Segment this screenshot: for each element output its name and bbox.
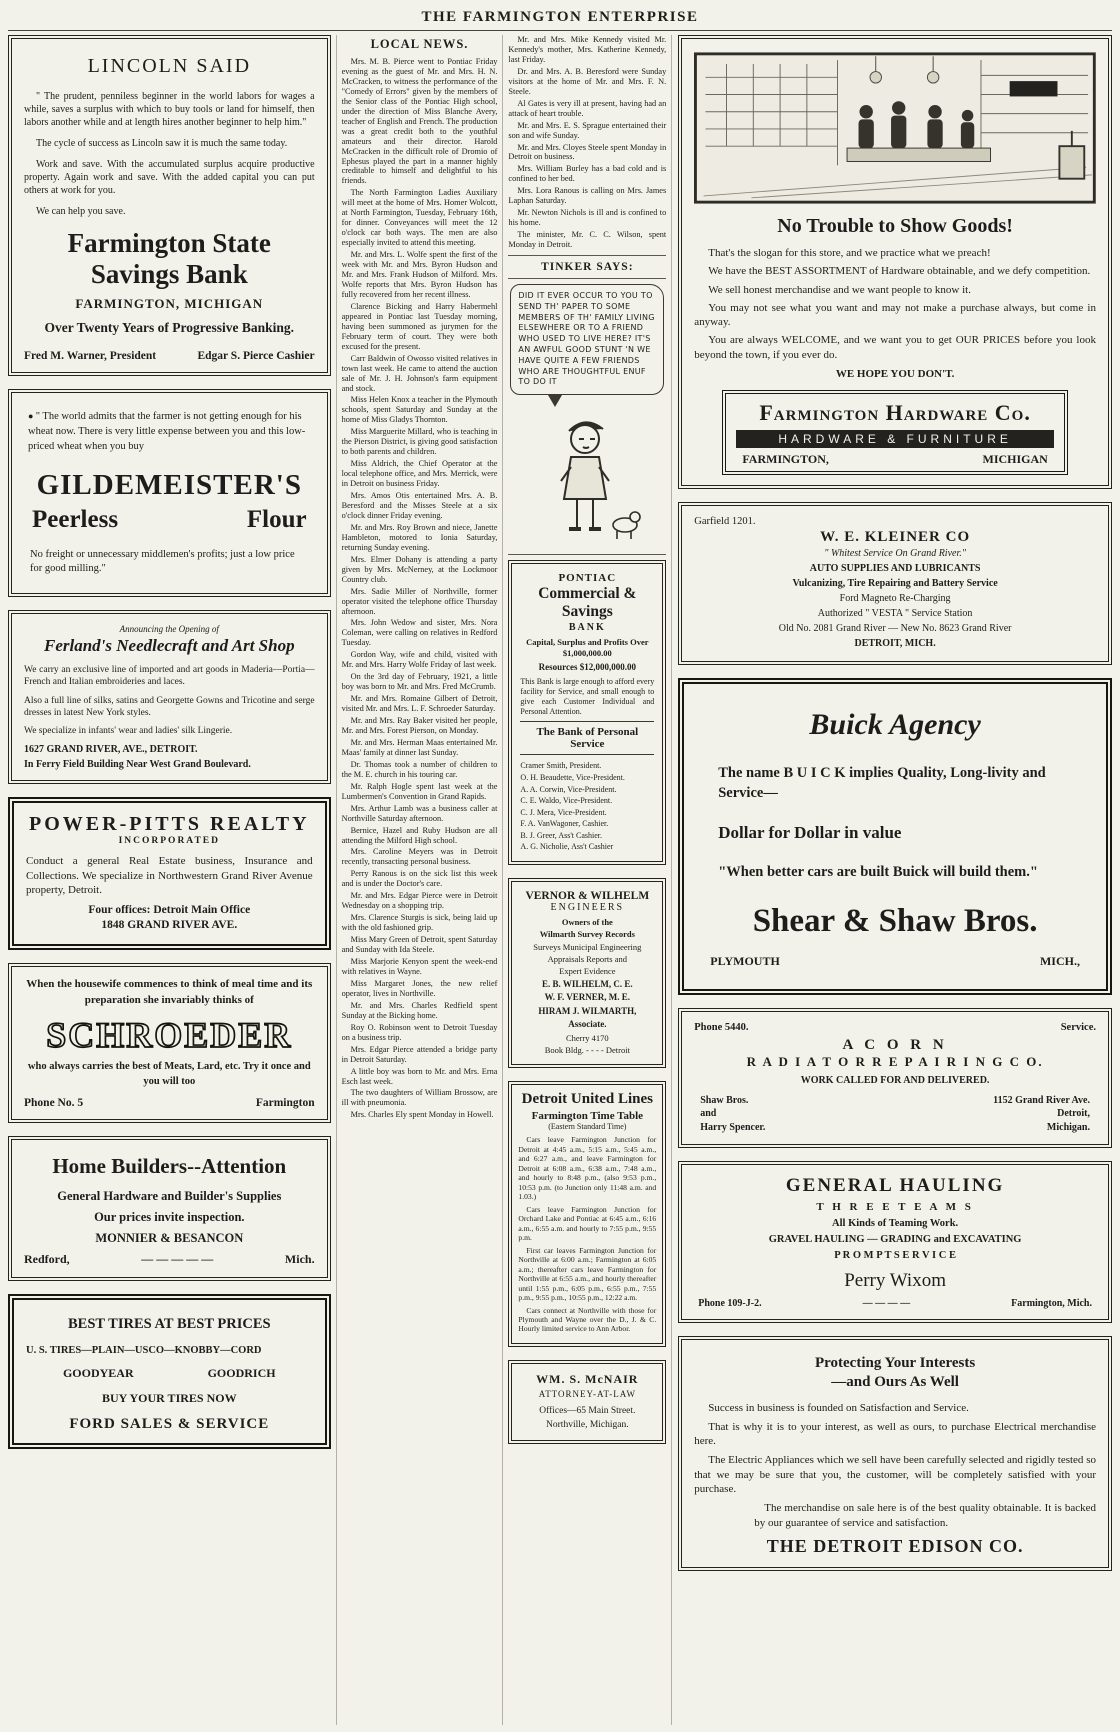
- news-paragraph: Mrs. Clarence Sturgis is sick, being laid up with the old fashioned grip.: [341, 913, 498, 933]
- news-paragraph: Gordon Way, wife and child, visited with Mr. and Mrs. Harry Wolfe Friday of last week.: [341, 650, 498, 670]
- hardware-p1: That's the slogan for this store, and we practice what we preach!: [708, 247, 991, 259]
- news-paragraph: Mr. and Mrs. Romaine Gilbert of Detroit, visited Mr. and Mrs. L. F. Schroeder Saturday.: [341, 694, 498, 714]
- bank-officer: B. J. Greer, Ass't Cashier.: [520, 830, 602, 840]
- ad-mcnair-attorney: [508, 1360, 666, 1445]
- hardware-headline: No Trouble to Show Goods!: [777, 215, 1013, 237]
- bank-officer: F. A. VanWagoner, Cashier.: [520, 819, 609, 829]
- schroeder-footer-row: [24, 1097, 315, 1109]
- local-news-heading: LOCAL NEWS.: [370, 37, 469, 51]
- ad-acorn-radiator: [678, 1008, 1112, 1149]
- hardware-hope-line: WE HOPE YOU DON'T.: [835, 368, 955, 381]
- hardware-p5: You are always WELCOME, and we want you to get OUR PRICES before you look beyond the town, if you ever do.: [694, 334, 1096, 361]
- news-paragraph: Mrs. Charles Ely spent Monday in Howell.: [350, 1110, 494, 1120]
- ferland-address-2: In Ferry Field Building Near West Grand Boulevard.: [24, 758, 251, 770]
- news-paragraph: A little boy was born to Mr. and Mrs. Erna Esch last week.: [341, 1066, 498, 1086]
- ad-detroit-edison: [678, 1336, 1112, 1571]
- dul-standard-time: (Eastern Standard Time): [548, 1122, 627, 1132]
- flour-footer: No freight or unnecessary middlemen's profits; just a low price for good milling.": [30, 548, 295, 575]
- news-paragraph: Al Gates is very ill at present, having had an attack of heart trouble.: [508, 98, 667, 118]
- ad-gildemeisters-flour: [8, 389, 331, 597]
- column-right-ads: [671, 35, 1112, 1725]
- hauling-line2: GRAVEL HAULING — GRADING and EXCAVATING: [768, 1234, 1022, 1246]
- kleiner-supplies: AUTO SUPPLIES AND LUBRICANTS: [809, 563, 981, 575]
- vernor-people: [518, 978, 656, 1032]
- news-paragraph: Bernice, Hazel and Ruby Hudson are all attending the Milford High school.: [341, 825, 498, 845]
- ad-ford-sales-service: [8, 1294, 331, 1449]
- store-interior-illustration: [694, 49, 1096, 207]
- power-pitts-address: 1848 GRAND RIVER AVE.: [101, 919, 238, 932]
- news-paragraph: Mr. and Mrs. Edgar Pierce were in Detroit Wednesday on a shopping trip.: [341, 891, 498, 911]
- schroeder-city: Farmington: [255, 1097, 315, 1110]
- acorn-owners: [700, 1094, 765, 1135]
- edison-p4: The merchandise on sale here is of the best quality obtainable. It is backed by our guarantee of service and satisfaction.: [754, 1502, 1096, 1529]
- news-paragraph: Miss Mary Green of Detroit, spent Saturday and Sunday with Ida Steele.: [341, 935, 498, 955]
- pontiac-city: PONTIAC: [558, 572, 617, 585]
- acorn-name-2: R A D I A T O R R E P A I R I N G C O.: [746, 1053, 1044, 1069]
- buick-p1: The name B U I C K implies Quality, Long-livity and Service—: [718, 765, 1046, 801]
- kleiner-address: Old No. 2081 Grand River — New No. 8623 Grand River: [778, 623, 1012, 635]
- columns: [8, 35, 1112, 1725]
- news-paragraph: Mr. and Mrs. Ray Baker visited her people, Mr. and Mrs. Forest Pierson, on Monday.: [341, 716, 498, 735]
- vernor-engineers: ENGINEERS: [550, 902, 625, 914]
- pontiac-resources: Resources $12,000,000.00: [538, 662, 636, 673]
- news-paragraph: The two daughters of William Brossow, are ill with pneumonia.: [341, 1088, 498, 1108]
- news-paragraph: Mrs. Sadie Miller of Northville, former operator visited the telephone office Thursday afternoon.: [341, 586, 498, 616]
- home-builders-heading: Home Builders--Attention: [52, 1154, 287, 1179]
- bank-location: FARMINGTON, MICHIGAN: [75, 296, 264, 311]
- engineer-name: W. F. VERNER, M. E.: [544, 992, 631, 1003]
- kleiner-tagline: " Whitest Service On Grand River.": [824, 548, 966, 560]
- news-paragraph: Mr. and Mrs. Charles Redfield spent Sunday at the Bicking home.: [341, 1000, 498, 1020]
- home-builders-dashes: — — — — —: [141, 1252, 214, 1267]
- farmington-hardware-logo: [722, 390, 1068, 475]
- schroeder-intro: When the housewife commences to think of meal time and its preparation she invariably thinks of: [26, 978, 313, 1006]
- kleiner-phone: Garfield 1201.: [694, 516, 756, 528]
- dul-timetable: Farmington Time Table: [531, 1110, 644, 1123]
- news-paragraph: Mr. and Mrs. E. S. Sprague entertained their son and wife Sunday.: [508, 120, 667, 140]
- news-paragraph: Dr. Thomas took a number of children to the M. E. church in his touring car.: [341, 759, 498, 779]
- hardware-p3: We sell honest merchandise and we want people to know it.: [708, 283, 971, 296]
- acorn-street: 1152 Grand River Ave.: [993, 1094, 1090, 1106]
- news-paragraph: The minister, Mr. C. C. Wilson, spent Monday in Detroit.: [508, 230, 667, 250]
- hauling-heading: GENERAL HAULING: [785, 1175, 1005, 1197]
- hardware-city: FARMINGTON,: [742, 452, 829, 467]
- column-local-news: [336, 35, 503, 1725]
- hardware-p4: You may not see what you want and may not make a purchase always, but come in anyway.: [694, 301, 1096, 329]
- bank-officers-row: [24, 350, 315, 362]
- shear-shaw-name: Shear & Shaw Bros.: [752, 902, 1038, 939]
- news-paragraph: Mr. and Mrs. Cloyes Steele spent Monday in Detroit on business.: [508, 142, 667, 162]
- ferland-announce: Announcing the Opening of: [119, 624, 219, 635]
- news-paragraph: Miss Aldrich, the Chief Operator at the local telephone office, and Mrs. Merrick, were in Detroit on business Friday.: [341, 459, 498, 489]
- bank-officer: C. J. Mera, Vice-President.: [520, 807, 607, 817]
- tires-heading: BEST TIRES AT BEST PRICES: [68, 1316, 271, 1333]
- hardware-furniture-banner: HARDWARE & FURNITURE: [736, 430, 1054, 448]
- dul-name: Detroit United Lines: [521, 1091, 654, 1108]
- flour-brand-name: GILDEMEISTER'S: [36, 468, 302, 501]
- ad-farmington-hardware: [678, 35, 1112, 489]
- hardware-p2: We have the BEST ASSORTMENT of Hardware obtainable, and we defy competition.: [708, 265, 1091, 278]
- ferland-p2: Also a full line of silks, satins and Georgette Gowns and Tricotine and serge dresses in latest New York styles.: [24, 695, 315, 719]
- acorn-name: A C O R N: [842, 1036, 948, 1053]
- lincoln-said-heading: LINCOLN SAID: [87, 55, 252, 77]
- news-paragraph: Roy O. Robinson went to Detroit Tuesday on a business trip.: [341, 1022, 498, 1042]
- power-pitts-name: POWER-PITTS REALTY: [29, 812, 310, 835]
- pontiac-body: This Bank is large enough to afford every facility for Service, and small enough to give each Customer Individual and Personal Attention.: [520, 677, 655, 717]
- ad-power-pitts-realty: [8, 797, 331, 951]
- kleiner-city: DETROIT, MICH.: [854, 638, 936, 650]
- edison-heading-line1: Protecting Your Interests: [814, 1354, 976, 1371]
- hauling-dashes: — — — —: [862, 1297, 911, 1309]
- ford-sales-name: FORD SALES & SERVICE: [69, 1416, 270, 1433]
- home-builders-firm: MONNIER & BESANCON: [95, 1231, 244, 1246]
- kleiner-name: W. E. KLEINER CO: [820, 529, 971, 546]
- ferland-address-1: 1627 GRAND RIVER, AVE., DETROIT.: [24, 743, 198, 755]
- news-paragraph: Mr. Newton Nichols is ill and is confined to his home.: [508, 208, 667, 228]
- ferland-p3: We specialize in infants' wear and ladies' silk Lingerie.: [24, 726, 233, 737]
- divider: [508, 255, 666, 256]
- bank-officer: A. G. Nicholie, Ass't Cashier: [520, 842, 614, 852]
- power-pitts-offices: Four offices: Detroit Main Office: [88, 904, 251, 917]
- detroit-edison-name: THE DETROIT EDISON CO.: [766, 1535, 1024, 1556]
- hauling-footer: [694, 1298, 1096, 1309]
- news-paragraph: Miss Marjorie Kenyon spent the week-end with relatives in Wayne.: [341, 957, 498, 976]
- bank-officer: C. E. Waldo, Vice-President.: [520, 796, 613, 806]
- news-paragraph: Mrs. Lora Ranous is calling on Mrs. James Laphan Saturday.: [508, 186, 667, 206]
- pontiac-bank-name: Commercial & Savings: [538, 585, 637, 621]
- local-news-body: [342, 57, 498, 1120]
- tires-goodrich: GOODRICH: [207, 1366, 276, 1381]
- lincoln-p2: Work and save. With the accumulated surplus acquire productive property. Again work and save. With the added capital you can put others at work for you.: [24, 159, 315, 196]
- engineer-name: Associate.: [568, 1019, 607, 1030]
- pontiac-tagline: The Bank of Personal Service: [520, 721, 654, 755]
- news-paragraph: Miss Helen Knox a teacher in the Plymouth schools, spent Saturday and Sunday at the home of Miss Gladys Thornton.: [341, 395, 498, 425]
- schedule-paragraph: Cars leave Farmington Junction for Detroit at 4:45 a.m., 5:15 a.m., 5:45 a.m., and 6:27 a.m., and leave Farmington for Detroit at 6:08 a.m., 6:38 a.m., 7:48 a.m., and hourly to 8:48 p.m., (also 9:53 p.m., 10:53 p.m. (to Junction only 11:48 a.m. and 1.03.): [518, 1135, 657, 1202]
- buick-footer-row: [700, 954, 1090, 975]
- vernor-owners-2: Wilmarth Survey Records: [539, 929, 635, 940]
- news-continued: [508, 35, 666, 250]
- vernor-name: VERNOR & WILHELM: [525, 890, 650, 903]
- hauling-three-teams: T H R E E T E A M S: [816, 1201, 974, 1214]
- news-paragraph: Miss Margaret Jones, the new relief operator, lives in Northville.: [341, 978, 498, 998]
- buick-agency-heading: Buick Agency: [809, 708, 981, 742]
- schroeder-body: who always carries the best of Meats, Lard, etc. Try it once and you will too: [27, 1061, 311, 1087]
- mcnair-address-2: Northville, Michigan.: [546, 1420, 629, 1431]
- pontiac-officers: [520, 760, 654, 853]
- flour-quote: ● " The world admits that the farmer is not getting enough for his wheat now. There is very little expense between you and this low-priced wheat when you buy: [28, 409, 311, 455]
- news-paragraph: Mr. and Mrs. Roy Brown and niece, Janette Hambleton, motored to Ionia Saturday, returning Sunday evening.: [341, 522, 498, 552]
- ad-kleiner-co: [678, 502, 1112, 665]
- tires-brand-row: [26, 1366, 313, 1381]
- bank-officer: Cramer Smith, President.: [520, 761, 602, 771]
- news-paragraph: Mrs. William Burley has a bad cold and is confined to her bed.: [508, 164, 667, 184]
- schroeder-phone: Phone No. 5: [24, 1097, 84, 1110]
- ad-schroeder-meats: [8, 963, 331, 1123]
- bank-cashier: Edgar S. Pierce Cashier: [197, 350, 315, 362]
- pontiac-bank-word: BANK: [568, 622, 606, 634]
- acorn-state: Michigan.: [1046, 1121, 1090, 1133]
- tinker-speech-balloon: DID IT EVER OCCUR TO YOU TO SEND TH' PAPER TO SOME MEMBERS OF TH' FAMILY LIVING ELSEWHERE OR TO A FRIEND WHO USED TO LIVE HERE? IT'S AN AWFUL GOOD STUNT 'N WE HAVE QUITE A FEW FRIENDS WHO ARE THOUGHTFUL ENUF TO DO IT: [510, 284, 664, 395]
- home-builders-state: Mich.: [284, 1252, 315, 1267]
- ad-monnier-besancon: [8, 1136, 331, 1281]
- ferland-p1: We carry an exclusive line of imported and art goods in Maderia—Portia—French and Italian embroideries and laces.: [24, 665, 315, 688]
- schedule-paragraph: Cars leave Farmington Junction for Orchard Lake and Pontiac at 6:45 a.m., 6:16 a.m., 6:55 a.m. and hourly to 7:55 p.m., 9:55 p.m.: [518, 1204, 657, 1243]
- home-builders-city: Redford,: [24, 1252, 70, 1267]
- buick-state: MICH.,: [1039, 953, 1080, 968]
- vernor-address: Book Bldg. - - - - Detroit: [544, 1044, 630, 1055]
- hauling-phone: Phone 109-J-2.: [698, 1297, 762, 1309]
- home-builders-footer: [24, 1252, 315, 1267]
- bank-officer: O. H. Beaudette, Vice-President.: [520, 772, 625, 782]
- mcnair-name: WM. S. McNAIR: [536, 1371, 639, 1386]
- bank-officer: A. A. Corwin, Vice-President.: [520, 784, 617, 794]
- mcnair-title: ATTORNEY-AT-LAW: [538, 1388, 636, 1399]
- tinker-boy-cartoon: [527, 409, 647, 549]
- column-center-right: [502, 35, 671, 1725]
- edison-heading: [694, 1354, 1096, 1393]
- hauling-line3: P R O M P T S E R V I C E: [834, 1249, 956, 1261]
- ad-pontiac-commercial-savings-bank: [508, 560, 666, 865]
- bank-tagline: Over Twenty Years of Progressive Banking.: [44, 320, 295, 335]
- divider: [508, 278, 666, 279]
- kleiner-vesta: Authorized " VESTA " Service Station: [817, 608, 973, 620]
- tires-brands-line: U. S. TIRES—PLAIN—USCO—KNOBBY—CORD: [26, 1345, 262, 1357]
- bank-name: Farmington State Savings Bank: [67, 228, 271, 289]
- news-paragraph: Perry Ranous is on the sick list this week and is under the Doctor's care.: [341, 869, 498, 889]
- ferland-shop-name: Ferland's Needlecraft and Art Shop: [43, 636, 295, 656]
- speech-balloon-tail: [548, 395, 562, 407]
- column-left-ads: [8, 35, 336, 1725]
- news-paragraph: Carr Baldwin of Owosso visited relatives in town last week. He came to attend the auction sale of Mr. J. H. Johnson's farm equipment and stock.: [341, 353, 498, 393]
- lincoln-quote: " The prudent, penniless beginner in the world labors for wages a while, saves a surplus with which to buy tools or land for himself, then labors another while and at length hires another beginner to help him.": [24, 91, 315, 128]
- edison-p1: Success in business is founded on Satisfaction and Service.: [708, 1401, 969, 1414]
- power-pitts-body: Conduct a general Real Estate business, Insurance and Collections. We specialize in Northwestern Grand River Avenue property, Detroit.: [26, 854, 313, 897]
- hardware-co-name: Farmington Hardware Co.: [759, 400, 1031, 426]
- tires-buy-now: BUY YOUR TIRES NOW: [102, 1391, 237, 1406]
- masthead: THE FARMINGTON ENTERPRISE: [8, 6, 1112, 31]
- ad-detroit-united-lines: [508, 1081, 666, 1347]
- ad-perry-wixom-hauling: [678, 1161, 1112, 1322]
- vernor-services-3: Expert Evidence: [559, 966, 616, 977]
- acorn-work-line: WORK CALLED FOR AND DELIVERED.: [800, 1074, 990, 1086]
- acorn-address: [993, 1094, 1090, 1135]
- engineer-name: E. B. WILHELM, C. E.: [542, 978, 633, 989]
- flour-word-flour: Flour: [246, 505, 307, 533]
- edison-p3: The Electric Appliances which we sell have been carefully selected and rigidly tested so that we may be sure that you, the customer, will be completely satisfied with your purchase.: [694, 1454, 1096, 1495]
- vernor-owners-1: Owners of the: [561, 917, 613, 928]
- ad-ferlands-needlecraft: [8, 610, 331, 784]
- acorn-top-row: [694, 1022, 1096, 1033]
- dul-schedule: [518, 1135, 656, 1334]
- ad-farmington-state-savings-bank: [8, 35, 331, 376]
- lincoln-p1: The cycle of success as Lincoln saw it is much the same today.: [36, 138, 288, 149]
- news-paragraph: Mrs. Caroline Meyers was in Detroit recently, transacting personal business.: [341, 847, 498, 867]
- home-builders-line2: Our prices invite inspection.: [94, 1210, 245, 1225]
- news-paragraph: Mrs. Elmer Dohany is attending a party given by Mrs. McNerney, at the Lockmoor Country club.: [341, 554, 498, 584]
- news-paragraph: Mr. and Mrs. Mike Kennedy visited Mr. Kennedy's mother, Mrs. Katherine Kennedy, last Friday.: [508, 35, 667, 64]
- bank-president: Fred M. Warner, President: [24, 350, 157, 362]
- hauling-line1: All Kinds of Teaming Work.: [832, 1218, 959, 1230]
- acorn-phone: Phone 5440.: [694, 1021, 749, 1033]
- pontiac-capital: Capital, Surplus and Profits Over $1,000,000.00: [526, 637, 649, 659]
- vernor-services-1: Surveys Municipal Engineering: [533, 941, 642, 952]
- edison-p2: That is why it is to your interest, as well as ours, to purchase Electrical merchandise here.: [694, 1420, 1096, 1448]
- flour-product-line: [24, 506, 315, 534]
- news-paragraph: Mrs. Arthur Lamb was a business caller at Northville Saturday afternoon.: [341, 803, 498, 823]
- vernor-services-2: Appraisals Reports and: [547, 954, 627, 965]
- news-paragraph: Clarence Bicking and Harry Habermehl appeared in Pontiac last Tuesday morning, having been summoned as jurymen for the February term of court. They were both excused for the present.: [341, 301, 498, 351]
- kleiner-services: Vulcanizing, Tire Repairing and Battery Service: [792, 578, 998, 590]
- vernor-phone: Cherry 4170: [565, 1032, 609, 1043]
- power-pitts-incorporated: INCORPORATED: [118, 835, 220, 846]
- acorn-footer: [694, 1094, 1096, 1135]
- hardware-location-row: [736, 452, 1054, 467]
- ad-buick-shear-shaw: [678, 678, 1112, 995]
- news-paragraph: The North Farmington Ladies Auxiliary will meet at the home of Mrs. Homer Wolcott, at North Farmington, Tuesday, February 16th, for dinner. Conveyances will meet the 12 o'clock car both ways. The men are also especially invited to attend this meeting.: [341, 188, 498, 248]
- news-paragraph: Mrs. M. B. Pierce went to Pontiac Friday evening as the guest of Mr. and Mrs. H. N. McCracken, to witness the performance of the "Comedy of Errors" given by the members of the Senior class of the Pontiac High school, under the direction of Miss Blanche Avery, teacher of English and French. The production was a great credit both to the youthful amateurs and their director. Harold McCracken in the difficult role of Dromio of Ephesus played the part in a manner highly creditable to himself and delightful to his friends.: [341, 57, 498, 186]
- tinker-says-heading: TINKER SAYS:: [541, 261, 634, 274]
- acorn-city: Detroit,: [1057, 1108, 1090, 1120]
- news-paragraph: Mr. and Mrs. Herman Maas entertained Mr. Maas' family at dinner last Sunday.: [341, 737, 498, 757]
- news-paragraph: Mrs. Amos Otis entertained Mrs. A. B. Beresford and the Misses Steele at a six o'clock dinner Friday evening.: [341, 491, 498, 520]
- news-paragraph: Mrs. Edgar Pierce attended a bridge party in Detroit Saturday.: [341, 1044, 498, 1064]
- lincoln-p3: We can help you save.: [36, 206, 126, 217]
- news-paragraph: Mrs. John Wedow and sister, Mrs. Nora Coleman, were calling on relatives in Redford Tuesday.: [341, 618, 498, 648]
- schroeder-name: SCHROEDER: [46, 1015, 293, 1056]
- buick-city: PLYMOUTH: [710, 953, 780, 968]
- mcnair-address-1: Offices—65 Main Street.: [539, 1405, 636, 1416]
- divider: [508, 554, 666, 555]
- tires-goodyear: GOODYEAR: [62, 1366, 134, 1381]
- perry-wixom-name: Perry Wixom: [844, 1269, 946, 1291]
- hauling-city: Farmington, Mich.: [1011, 1297, 1092, 1309]
- news-paragraph: On the 3rd day of February, 1921, a little boy was born to Mr. and Mrs. Fred McCrumb.: [341, 672, 498, 692]
- hardware-state: MICHIGAN: [982, 452, 1048, 467]
- kleiner-magneto: Ford Magneto Re-Charging: [839, 593, 951, 605]
- news-paragraph: Miss Marguerite Millard, who is teaching in the Pierson District, is giving good satisfaction to both parents and children.: [341, 427, 498, 457]
- acorn-service: Service.: [1060, 1021, 1096, 1033]
- acorn-owner-and: and: [700, 1108, 717, 1120]
- edison-heading-line2: —and Ours As Well: [831, 1374, 959, 1391]
- acorn-owner-1: Shaw Bros.: [700, 1094, 749, 1106]
- news-paragraph: Mr. Ralph Hogle spent last week at the Lumbermen's Convention in Grand Rapids.: [341, 781, 498, 801]
- flour-word-peerless: Peerless: [32, 505, 119, 533]
- acorn-owner-2: Harry Spencer.: [700, 1121, 766, 1133]
- news-paragraph: Dr. and Mrs. A. B. Beresford were Sunday visitors at the home of Mr. and Mrs. F. N. Steele.: [508, 66, 667, 96]
- schedule-paragraph: First car leaves Farmington Junction for Northville at 6:00 a.m.; Farmington at 6:05 a.m.; thereafter cars leave Farmington for Northville at 6:55 a.m., and hourly thereafter until 1:55 p.m., 6:05 p.m., 6:55 p.m., 7:55 p.m., 9:55 p.m., 10:55 p.m., 12:22 a.m.: [518, 1245, 657, 1303]
- ad-vernor-wilhelm-engineers: [508, 878, 666, 1068]
- news-paragraph: Mr. and Mrs. L. Wolfe spent the first of the week with Mr. and Mrs. Byron Hudson and Mr. and Mrs. Frank Hudson of Milford. Mrs. Wolfe reports that Mrs. Byron Hudson has fully recovered from her recent illness.: [341, 250, 498, 299]
- home-builders-line1: General Hardware and Builder's Supplies: [57, 1189, 282, 1204]
- schedule-paragraph: Cars connect at Northville with those for Plymouth and Wayne over the D., J. & C. Hourly limited service to Ann Arbor.: [518, 1305, 657, 1334]
- buick-p3: "When better cars are built Buick will build them.": [718, 864, 1038, 881]
- buick-p2: Dollar for Dollar in value: [718, 823, 902, 843]
- engineer-name: HIRAM J. WILMARTH,: [538, 1005, 637, 1016]
